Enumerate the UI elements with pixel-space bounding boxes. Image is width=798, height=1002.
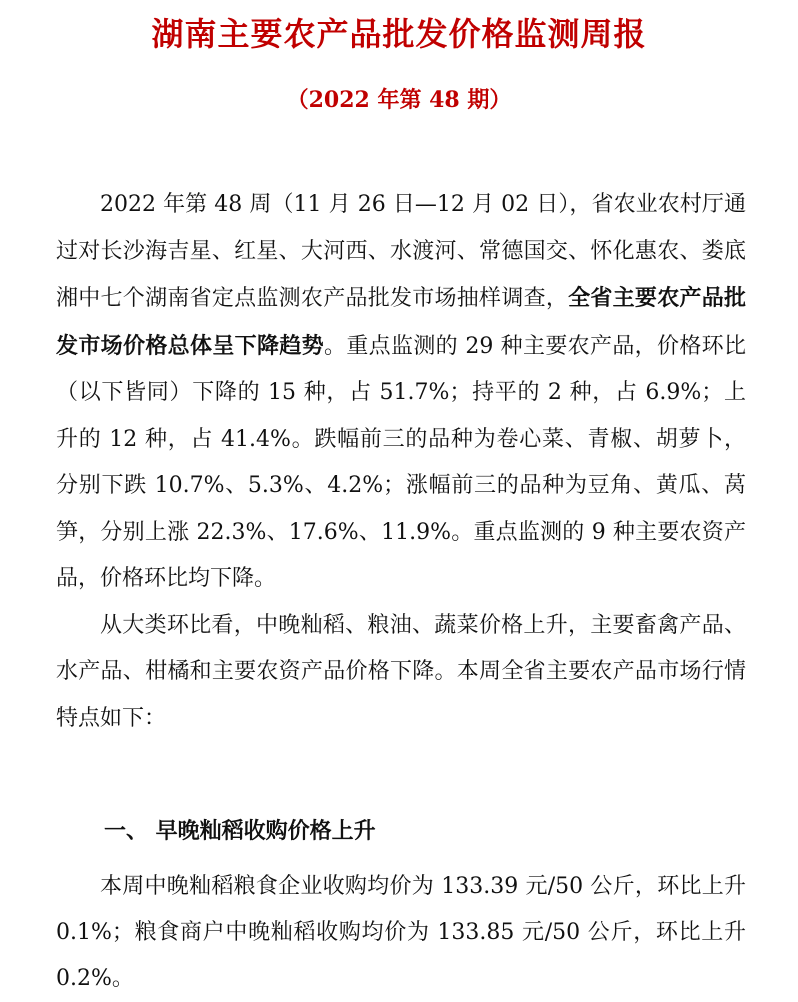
intro-section	[56, 182, 746, 742]
intro-paragraph-1	[56, 182, 746, 603]
report-issue: （2022 年第 48 期）	[286, 87, 512, 113]
intro-text-start: 2022 年第 48 周（11 月 26 日—12 月 02 日），省农业农村厅通过对长沙海吉星、红星、大河西、水渡河、常德国交、怀化惠农、娄底湘中七个湖南省定点监测农产品批发市场抽样调查，	[56, 192, 746, 311]
section-1-heading: 一、 早晚籼稻收购价格上升	[104, 819, 376, 844]
intro-paragraph-2: 从大类环比看，中晚籼稻、粮油、蔬菜价格上升，主要畜禽产品、水产品、柑橘和主要农资产品价格下降。本周全省主要农产品市场行情特点如下：	[56, 612, 746, 731]
section-1-paragraph: 本周中晚籼稻粮食企业收购均价为 133.39 元/50 公斤，环比上升 0.1%；粮食商户中晚籼稻收购均价为 133.85 元/50 公斤，环比上升 0.2%。	[56, 874, 746, 991]
intro-key-finding: 全省主要农产品批发市场价格总体呈下降趋势	[56, 285, 746, 359]
section-1-body	[56, 864, 746, 1002]
report-title: 湖南主要农产品批发价格监测周报	[151, 15, 647, 53]
intro-text-end: 。重点监测的 29 种主要农产品，价格环比（以下皆同）下降的 15 种，占 51.7%；持平的 2 种，占 6.9%；上升的 12 种，占 41.4%。跌幅前三的品种为卷心菜、青椒、胡萝卜，分别下跌 10.7%、5.3%、4.2%；涨幅前三的品种为豆角、黄瓜、莴笋，分别上涨 22.3%、17.6%、11.9%。重点监测的 9 种主要农资产品，价格环比均下降。	[56, 333, 746, 591]
